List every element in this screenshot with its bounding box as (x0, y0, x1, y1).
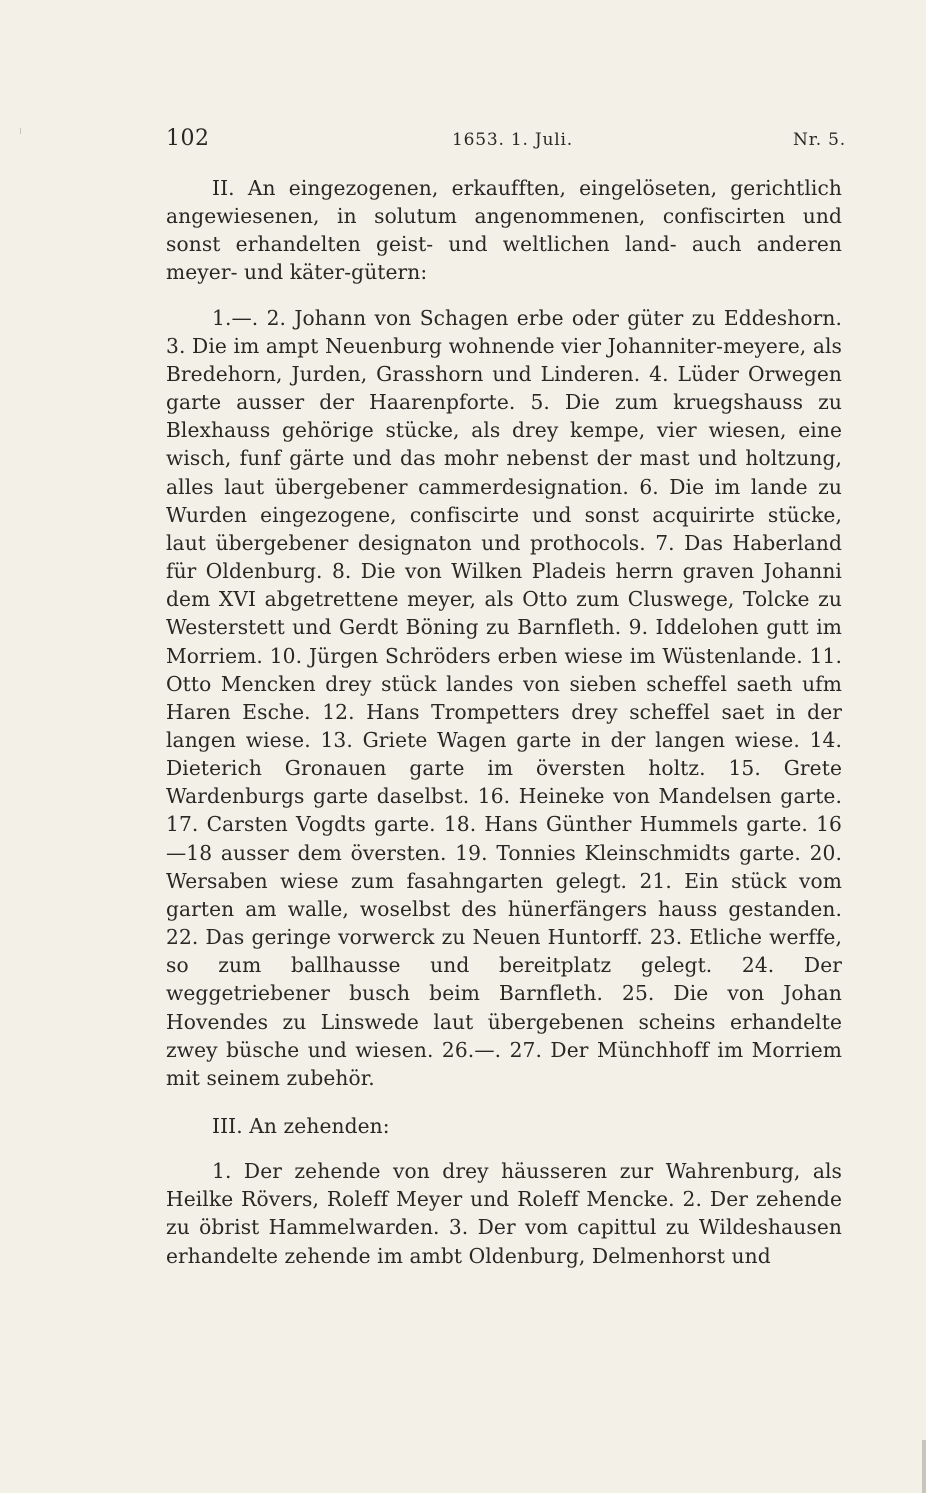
paragraph-gap (166, 1140, 842, 1157)
paragraph-gap (166, 287, 842, 304)
page-header (166, 126, 846, 156)
section-ii-heading: II. An eingezogenen, erkaufften, eingelöseten, gerichtlich angewiesenen, in solutum angenommenen, confiscirten und sonst erhandelten geist- und weltlichen land- auch anderen meyer- und käter-gütern: (166, 176, 842, 285)
document-number: Nr. 5. (793, 130, 846, 150)
section-iii-items: 1. Der zehende von drey häusseren zur Wahrenburg, als Heilke Rövers, Roleff Meyer und Roleff Mencke. 2. Der zehende zu öbrist Hammelwarden. 3. Der vom capittul zu Wildeshausen erhandelte zehende im ambt Oldenburg, Delmenhorst und (166, 1159, 842, 1268)
paragraph-gap (166, 1092, 842, 1112)
scan-edge-mark (20, 128, 21, 134)
section-ii-items: 1.—. 2. Johann von Schagen erbe oder güter zu Eddeshorn. 3. Die im ampt Neuenburg wohnende vier Johanniter-meyere, als Bredehorn, Jurden, Grasshorn und Linderen. 4. Lüder Orwegen garte ausser der Haarenpforte. 5. Die zum kruegshauss zu Blexhauss gehörige stücke, als drey kempe, vier wiesen, eine wisch, funf gärte und das mohr nebenst der mast und holtzung, alles laut übergebener cammerdesignation. 6. Die im lande zu Wurden eingezogene, confiscirte und sonst acquirirte stücke, laut übergebener designaton und prothocols. 7. Das Haberland für Oldenburg. 8. Die von Wilken Pladeis herrn graven Johanni dem XVI abgetrettene meyer, als Otto zum Cluswege, Tolcke zu Westerstett und Gerdt Böning zu Barnfleth. 9. Iddelohen gutt im Morriem. 10. Jürgen Schröders erben wiese im Wüstenlande. 11. Otto Mencken drey stück landes von sieben scheffel saeth ufm Haren Esche. 12. Hans Trompetters drey scheffel saet in der langen wiese. 13. Griete Wagen garte in der langen wiese. 14. Dieterich Gronauen garte im översten holtz. 15. Grete Wardenburgs garte daselbst. 16. Heineke von Mandelsen garte. 17. Carsten Vogdts garte. 18. Hans Günther Hummels garte. 16—18 ausser dem översten. 19. Tonnies Kleinschmidts garte. 20. Wersaben wiese zum fasahngarten gelegt. 21. Ein stück vom garten am walle, woselbst des hünerfängers hauss gestanden. 22. Das geringe vorwerck zu Neuen Huntorff. 23. Etliche werffe, so zum ballhausse und bereitplatz gelegt. 24. Der weggetriebener busch beim Barnfleth. 25. Die von Johan Hovendes zu Linswede laut übergebenen scheins erhandelte zwey büsche und wiesen. 26.—. 27. Der Münchhoff im Morriem mit seinem zubehör. (166, 305, 842, 1090)
running-title: 1653. 1. Juli. (452, 130, 573, 150)
scan-edge-mark (922, 1440, 926, 1493)
body-text (166, 174, 842, 1270)
page-number: 102 (166, 126, 210, 151)
section-iii-heading: III. An zehenden: (212, 1114, 390, 1138)
